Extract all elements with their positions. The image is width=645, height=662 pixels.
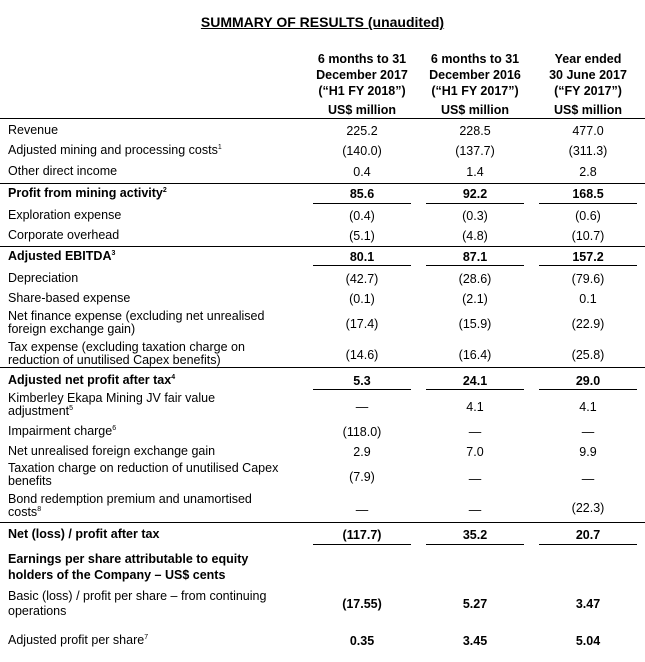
column-header-line: 30 June 2017	[549, 68, 627, 82]
value-fy2017: 20.7	[575, 528, 601, 542]
column-header-line: December 2016	[429, 68, 521, 82]
column-underline	[313, 544, 411, 545]
value-h1-fy2017: 7.0	[466, 445, 484, 459]
value-h1-fy2018: (42.7)	[345, 272, 379, 286]
column-header-line: (“H1 FY 2018”)	[318, 84, 406, 98]
value-h1-fy2017: 35.2	[462, 528, 488, 542]
row-label: Exploration expense	[8, 208, 122, 222]
footnote-ref: 4	[171, 373, 176, 381]
row-label: Share-based expense	[8, 291, 131, 305]
column-unit: US$ million	[440, 103, 510, 117]
column-underline	[313, 389, 411, 390]
column-header-fy2017	[532, 51, 644, 118]
value-fy2017: 29.0	[575, 374, 601, 388]
value-h1-fy2018: (118.0)	[342, 425, 382, 439]
column-unit: US$ million	[327, 103, 397, 117]
value-fy2017: (10.7)	[571, 229, 605, 243]
row-label: Profit from mining activity$^2$	[8, 186, 167, 200]
value-h1-fy2017: —	[468, 425, 482, 439]
row-label: Kimberley Ekapa Mining JV fair value adjustment$^5$	[8, 391, 216, 418]
value-fy2017: 9.9	[579, 445, 597, 459]
value-fy2017: (311.3)	[568, 144, 608, 158]
value-h1-fy2017: 24.1	[462, 374, 488, 388]
value-fy2017: 0.1	[579, 292, 597, 306]
column-header-h1-fy2017	[419, 51, 531, 118]
footnote-ref: 1	[217, 143, 222, 151]
column-header-line: Year ended	[554, 52, 622, 66]
column-underline	[426, 203, 524, 204]
value-fy2017: 477.0	[572, 124, 604, 138]
row-label: Depreciation	[8, 271, 79, 285]
value-h1-fy2017: 5.27	[462, 597, 488, 611]
row-label: Net unrealised foreign exchange gain	[8, 444, 216, 458]
column-underline	[539, 389, 637, 390]
footnote-ref: 2	[162, 186, 167, 194]
value-h1-fy2018: (0.4)	[349, 209, 375, 223]
subtotal-rule	[0, 522, 645, 523]
value-fy2017: (22.9)	[571, 317, 605, 331]
column-header-line: 6 months to 31	[317, 52, 407, 66]
row-label: Basic (loss) / profit per share – from continuing operations	[8, 589, 267, 618]
column-underline	[313, 265, 411, 266]
row-label: Tax expense (excluding taxation charge on reduction of unutilised Capex benefits)	[8, 340, 245, 367]
footnote-ref: 5	[69, 404, 74, 412]
row-label: Adjusted net profit after tax$^4$	[8, 373, 176, 387]
value-fy2017: 157.2	[572, 250, 604, 264]
footnote-ref: 7	[144, 633, 149, 641]
value-h1-fy2017: 1.4	[466, 165, 484, 179]
row-label: Net (loss) / profit after tax	[8, 527, 160, 541]
value-fy2017: (79.6)	[571, 272, 605, 286]
value-h1-fy2018: 80.1	[349, 250, 375, 264]
row-label: Adjusted EBITDA$^3$	[8, 249, 116, 263]
value-h1-fy2018: 2.9	[353, 445, 371, 459]
column-underline	[539, 265, 637, 266]
value-h1-fy2017: (0.3)	[462, 209, 488, 223]
value-h1-fy2017: (15.9)	[458, 317, 492, 331]
row-label: Corporate overhead	[8, 228, 120, 242]
column-underline	[426, 544, 524, 545]
column-header-line: (“H1 FY 2017”)	[431, 84, 519, 98]
value-fy2017: 2.8	[579, 165, 597, 179]
column-unit: US$ million	[553, 103, 623, 117]
value-h1-fy2017: 92.2	[462, 187, 488, 201]
column-underline	[313, 203, 411, 204]
header-top-rule	[0, 118, 645, 119]
value-fy2017: 3.47	[575, 597, 601, 611]
value-h1-fy2018: (7.9)	[349, 470, 375, 484]
value-fy2017: —	[581, 425, 595, 439]
value-h1-fy2018: (140.0)	[342, 144, 382, 158]
value-h1-fy2018: 85.6	[349, 187, 375, 201]
value-h1-fy2017: 87.1	[462, 250, 488, 264]
row-label: Impairment charge$^6$	[8, 424, 117, 438]
value-h1-fy2017: (4.8)	[462, 229, 488, 243]
value-h1-fy2018: 5.3	[353, 374, 371, 388]
value-fy2017: —	[581, 472, 595, 486]
row-label: Adjusted mining and processing costs$^1$	[8, 143, 222, 157]
value-h1-fy2017: (28.6)	[458, 272, 492, 286]
row-label: Adjusted profit per share$^7$	[8, 633, 149, 647]
value-h1-fy2018: (17.4)	[345, 317, 379, 331]
row-label: Revenue	[8, 123, 59, 137]
value-h1-fy2018: (17.55)	[342, 597, 382, 611]
row-label: Net finance expense (excluding net unrealised foreign exchange gain)	[8, 309, 265, 336]
value-h1-fy2018: —	[355, 503, 369, 517]
value-h1-fy2018: 225.2	[346, 124, 378, 138]
value-fy2017: (25.8)	[571, 348, 605, 362]
value-h1-fy2017: (16.4)	[458, 348, 492, 362]
column-header-h1-fy2018	[306, 51, 418, 118]
subtotal-rule	[0, 246, 645, 247]
value-h1-fy2018: (117.7)	[342, 528, 382, 542]
value-fy2017: 5.04	[575, 634, 601, 648]
value-h1-fy2017: (2.1)	[462, 292, 488, 306]
row-label: Other direct income	[8, 164, 118, 178]
value-h1-fy2017: (137.7)	[455, 144, 495, 158]
value-h1-fy2017: 3.45	[462, 634, 488, 648]
value-fy2017: 4.1	[579, 400, 597, 414]
value-h1-fy2018: (0.1)	[349, 292, 375, 306]
value-h1-fy2018: (14.6)	[345, 348, 379, 362]
column-underline	[426, 265, 524, 266]
value-h1-fy2017: —	[468, 503, 482, 517]
row-label: Bond redemption premium and unamortised costs$^8$	[8, 492, 252, 519]
subtotal-rule	[0, 183, 645, 184]
column-header-line: 6 months to 31	[430, 52, 520, 66]
value-h1-fy2018: —	[355, 400, 369, 414]
value-h1-fy2018: (5.1)	[349, 229, 375, 243]
value-fy2017: (0.6)	[575, 209, 601, 223]
footnote-ref: 8	[37, 505, 42, 513]
value-fy2017: (22.3)	[571, 501, 605, 515]
column-underline	[426, 389, 524, 390]
value-h1-fy2018: 0.4	[353, 165, 371, 179]
value-fy2017: 168.5	[572, 187, 604, 201]
page-title: SUMMARY OF RESULTS (unaudited)	[200, 14, 445, 30]
row-label: Earnings per share attributable to equity holders of the Company – US$ cents	[8, 552, 249, 582]
row-label: Taxation charge on reduction of unutilised Capex benefits	[8, 461, 279, 488]
value-h1-fy2017: 228.5	[459, 124, 491, 138]
column-header-line: December 2017	[316, 68, 408, 82]
column-underline	[539, 544, 637, 545]
value-h1-fy2017: 4.1	[466, 400, 484, 414]
footnote-ref: 6	[112, 424, 117, 432]
footnote-ref: 3	[111, 249, 116, 257]
value-h1-fy2017: —	[468, 472, 482, 486]
column-underline	[539, 203, 637, 204]
subtotal-rule	[0, 367, 645, 368]
column-header-line: (“FY 2017”)	[554, 84, 622, 98]
value-h1-fy2018: 0.35	[349, 634, 375, 648]
